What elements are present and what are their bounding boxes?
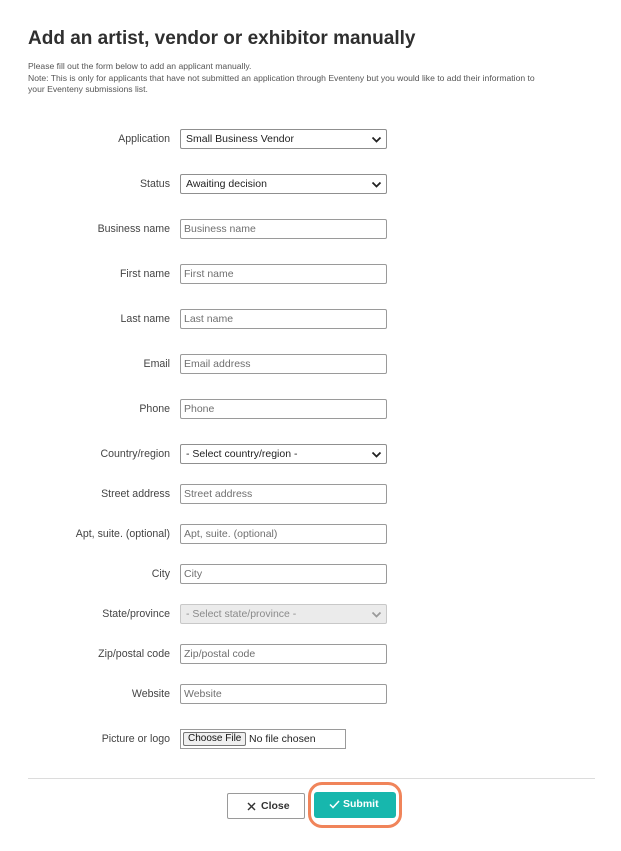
city-input[interactable] [180,564,387,584]
state-select [180,604,387,624]
status-select[interactable] [180,174,387,194]
first-name-row [0,264,621,286]
picture-row [0,729,621,751]
business-name-label: Business name [97,223,170,235]
phone-input[interactable] [180,399,387,419]
chevron-down-icon [371,135,382,144]
last-name-row [0,309,621,331]
apt-row [0,524,621,546]
country-selected-value: - Select country/region - [186,448,298,460]
close-icon [247,802,256,811]
intro-note-continued: your Eventeny submissions list. [28,84,148,94]
last-name-label: Last name [120,313,170,325]
street-address-row [0,484,621,506]
phone-row [0,399,621,421]
status-row [0,174,621,196]
form-intro [28,61,603,96]
zip-row [0,644,621,666]
business-name-row [0,219,621,241]
application-selected-value: Small Business Vendor [186,133,294,145]
email-row [0,354,621,376]
intro-text: Please fill out the form below to add an applicant manually. [28,61,252,71]
street-address-label: Street address [101,488,170,500]
submit-button[interactable] [314,792,396,818]
application-select[interactable] [180,129,387,149]
apt-input[interactable] [180,524,387,544]
country-label: Country/region [100,448,170,460]
state-row [0,604,621,626]
first-name-input[interactable] [180,264,387,284]
last-name-input[interactable] [180,309,387,329]
email-input[interactable] [180,354,387,374]
website-label: Website [131,688,170,700]
picture-file-input[interactable] [180,729,346,749]
page-title: Add an artist, vendor or exhibitor manually [28,28,416,49]
state-selected-value: - Select state/province - [186,608,297,620]
application-label: Application [118,133,170,145]
chevron-down-icon [371,610,382,619]
close-button[interactable] [227,793,305,819]
website-row [0,684,621,706]
status-selected-value: Awaiting decision [186,178,267,190]
city-label: City [151,568,170,580]
intro-note: Note: This is only for applicants that have not submitted an application through Eventeny but you would like to add their information to [28,72,535,83]
state-label: State/province [102,608,170,620]
application-row [0,129,621,151]
street-address-input[interactable] [180,484,387,504]
phone-label: Phone [139,403,170,415]
country-select[interactable] [180,444,387,464]
website-input[interactable] [180,684,387,704]
status-label: Status [139,178,170,190]
picture-label: Picture or logo [101,733,170,745]
file-status-text: No file chosen [249,733,316,745]
city-row [0,564,621,586]
first-name-label: First name [119,268,170,280]
check-icon [329,800,340,809]
choose-file-button[interactable]: Choose File [183,732,246,746]
chevron-down-icon [371,450,382,459]
country-row [0,444,621,466]
chevron-down-icon [371,180,382,189]
email-label: Email [143,358,170,370]
zip-label: Zip/postal code [98,648,170,660]
submit-button-label: Submit [343,798,379,810]
footer-divider [28,778,595,779]
business-name-input[interactable] [180,219,387,239]
apt-label: Apt, suite. (optional) [75,528,170,540]
zip-input[interactable] [180,644,387,664]
close-button-label: Close [261,800,290,812]
